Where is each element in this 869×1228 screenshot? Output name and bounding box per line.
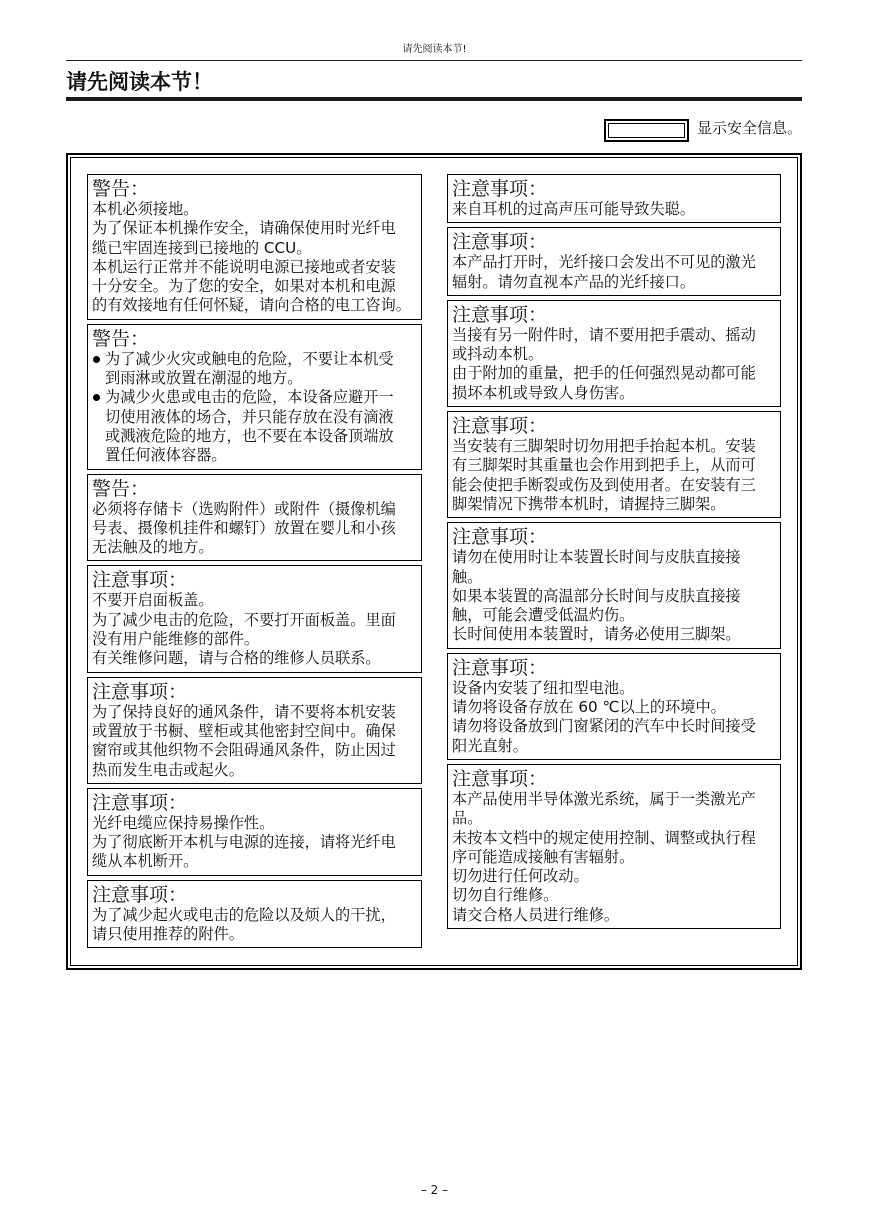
caution-heading: 注意事项： — [452, 767, 548, 790]
warning-box — [87, 174, 422, 320]
caution-box — [447, 174, 781, 223]
paragraph-line: 脚架情况下携带本机时，请握持三脚架。 — [452, 494, 726, 513]
caution-box — [447, 300, 781, 407]
bullet-line: 或溅液危险的地方，也不要在本设备顶端放 — [105, 426, 394, 445]
notice-paragraph — [92, 703, 417, 780]
notice-paragraph — [92, 814, 417, 833]
paragraph-line: 有关维修问题，请与合格的维修人员联系。 — [92, 649, 381, 668]
paragraph-line: 请勿在使用时让本装置长时间与皮肤直接接 — [452, 548, 741, 567]
caution-heading: 注意事项： — [92, 791, 188, 814]
paragraph-line: 当接有另一附件时，请不要用把手震动、摇动 — [452, 325, 756, 344]
paragraph-line: 长时间使用本装置时，请务必使用三脚架。 — [452, 625, 741, 644]
paragraph-line: 窗帘或其他织物不会阻碍通风条件，防止因过 — [92, 741, 396, 760]
caution-heading: 注意事项： — [452, 415, 548, 438]
bullet-item — [92, 388, 417, 465]
notice-paragraph — [452, 679, 776, 698]
page-number: – 2 – — [420, 1183, 449, 1197]
paragraph-line: 本机必须接地。 — [92, 200, 199, 218]
title-rule — [66, 97, 802, 101]
notice-paragraph — [452, 867, 776, 886]
caution-box — [447, 411, 781, 518]
bullet-line: 切使用液体的场合，并只能存放在没有滴液 — [105, 407, 394, 426]
caution-heading: 注意事项： — [92, 680, 188, 703]
notice-paragraph — [452, 437, 776, 514]
notice-paragraph — [452, 200, 776, 219]
notice-paragraph — [452, 886, 776, 905]
paragraph-line: 请勿将设备放到门窗紧闭的汽车中长时间接受 — [452, 717, 756, 736]
notice-paragraph — [92, 200, 417, 219]
bullet-line: 置任何液体容器。 — [105, 446, 227, 465]
notice-paragraph — [92, 906, 417, 945]
paragraph-line: 为了减少起火或电击的危险以及烦人的干扰， — [92, 905, 396, 924]
paragraph-line: 切勿进行任何改动。 — [452, 867, 589, 886]
warning-heading: 警告： — [92, 477, 150, 500]
notice-paragraph — [452, 790, 776, 829]
paragraph-line: 有三脚架时其重量也会作用到把手上，从而可 — [452, 456, 756, 475]
paragraph-line: 请只使用推荐的附件。 — [92, 925, 244, 944]
paragraph-line: 能会使把手断裂或伤及到使用者。在安装有三 — [452, 475, 756, 494]
paragraph-line: 本机运行正常并不能说明电源已接地或者安装 — [92, 257, 396, 276]
notice-paragraph — [452, 906, 776, 925]
caution-box — [87, 677, 422, 784]
notice-paragraph — [452, 625, 776, 644]
caution-heading: 注意事项： — [452, 656, 548, 679]
paragraph-line: 为了保持良好的通风条件，请不要将本机安装 — [92, 702, 396, 721]
notice-paragraph — [92, 591, 417, 610]
paragraph-line: 由于附加的重量，把手的任何强烈晃动都可能 — [452, 364, 756, 383]
paragraph-line: 本产品打开时，光纤接口会发出不可见的激光 — [452, 253, 756, 272]
caution-box — [447, 227, 781, 296]
bullet-icon — [93, 356, 100, 363]
caution-box — [87, 880, 422, 949]
paragraph-line: 无法触及的地方。 — [92, 538, 214, 557]
paragraph-line: 热而发生电击或起火。 — [92, 760, 244, 779]
paragraph-line: 当安装有三脚架时切勿用把手抬起本机。安装 — [452, 437, 756, 456]
notice-paragraph — [452, 829, 776, 868]
paragraph-line: 没有用户能维修的部件。 — [92, 630, 260, 649]
caution-box — [447, 522, 781, 648]
paragraph-line: 为了保证本机操作安全，请确保使用时光纤电 — [92, 219, 396, 238]
caution-heading: 注意事项： — [452, 303, 548, 326]
paragraph-line: 阳光直射。 — [452, 736, 528, 755]
paragraph-line: 触。 — [452, 567, 483, 586]
bullet-line: 为减少火患或电击的危险，本设备应避开一 — [105, 388, 394, 407]
safety-info-legend: 显示安全信息。 — [697, 119, 803, 137]
page-title: 请先阅读本节！ — [66, 70, 213, 94]
paragraph-line: 号表、摄像机挂件和螺钉）放置在婴儿和小孩 — [92, 518, 396, 537]
paragraph-line: 本产品使用半导体激光系统，属于一类激光产 — [452, 789, 756, 808]
safety-info-symbol-inner — [608, 123, 685, 138]
paragraph-line: 缆从本机断开。 — [92, 852, 199, 871]
caution-box — [447, 653, 781, 760]
warning-heading: 警告： — [92, 327, 150, 350]
bullet-item — [92, 350, 417, 389]
paragraph-line: 十分安全。为了您的安全，如果对本机和电源 — [92, 277, 396, 296]
notice-paragraph — [452, 326, 776, 365]
header-rule — [66, 60, 802, 61]
bullet-line: 到雨淋或放置在潮湿的地方。 — [105, 369, 303, 388]
left-column — [87, 174, 422, 948]
paragraph-line: 序可能造成接触有害辐射。 — [452, 847, 635, 866]
bullet-line: 为了减少火灾或触电的危险，不要让本机受 — [105, 349, 394, 368]
running-header: 请先阅读本节! — [402, 44, 467, 55]
paragraph-line: 为了彻底断开本机与电源的连接，请将光纤电 — [92, 833, 396, 852]
notice-paragraph — [452, 698, 776, 717]
notice-paragraph — [452, 548, 776, 587]
bullet-icon — [93, 394, 100, 401]
notice-paragraph — [92, 611, 417, 650]
caution-box — [87, 565, 422, 672]
paragraph-line: 光纤电缆应保持易操作性。 — [92, 813, 275, 832]
caution-heading: 注意事项： — [452, 526, 548, 549]
paragraph-line: 缆已牢固连接到已接地的 CCU。 — [92, 238, 312, 257]
paragraph-line: 或置放于书橱、壁柜或其他密封空间中。确保 — [92, 721, 396, 740]
caution-heading: 注意事项： — [92, 883, 188, 906]
paragraph-line: 辐射。请勿直视本产品的光纤接口。 — [452, 272, 695, 291]
notice-paragraph — [92, 500, 417, 558]
paragraph-line: 请交合格人员进行维修。 — [452, 905, 620, 924]
paragraph-line: 来自耳机的过高声压可能导致失聪。 — [452, 200, 695, 218]
paragraph-line: 如果本装置的高温部分长时间与皮肤直接接 — [452, 586, 741, 605]
paragraph-line: 或抖动本机。 — [452, 345, 544, 364]
caution-box — [447, 764, 781, 929]
paragraph-line: 切勿自行维修。 — [452, 886, 559, 905]
notice-paragraph — [92, 649, 417, 668]
warning-heading: 警告： — [92, 178, 150, 200]
paragraph-line: 设备内安装了纽扣型电池。 — [452, 678, 635, 697]
safety-info-symbol — [604, 119, 689, 142]
paragraph-line: 请勿将设备存放在 60 ℃以上的环境中。 — [452, 698, 726, 717]
paragraph-line: 的有效接地有任何怀疑，请向合格的电工咨询。 — [92, 296, 411, 315]
notice-paragraph — [452, 587, 776, 626]
warning-box — [87, 324, 422, 470]
paragraph-line: 触，可能会遭受低温灼伤。 — [452, 606, 635, 625]
paragraph-line: 未按本文档中的规定使用控制、调整或执行程 — [452, 828, 756, 847]
warning-box — [87, 474, 422, 562]
paragraph-line: 为了减少电击的危险，不要打开面板盖。里面 — [92, 610, 396, 629]
notice-paragraph — [92, 219, 417, 258]
notice-paragraph — [452, 364, 776, 403]
caution-heading: 注意事项： — [452, 231, 548, 254]
notice-paragraph — [92, 258, 417, 316]
notice-paragraph — [452, 253, 776, 292]
right-column — [447, 174, 781, 929]
caution-heading: 注意事项： — [92, 569, 188, 592]
paragraph-line: 损坏本机或导致人身伤害。 — [452, 383, 635, 402]
notice-paragraph — [452, 717, 776, 756]
paragraph-line: 不要开启面板盖。 — [92, 591, 214, 610]
caution-heading: 注意事项： — [452, 178, 548, 200]
notice-paragraph — [92, 833, 417, 872]
paragraph-line: 必须将存储卡（选购附件）或附件（摄像机编 — [92, 499, 396, 518]
paragraph-line: 品。 — [452, 809, 483, 828]
caution-box — [87, 788, 422, 876]
